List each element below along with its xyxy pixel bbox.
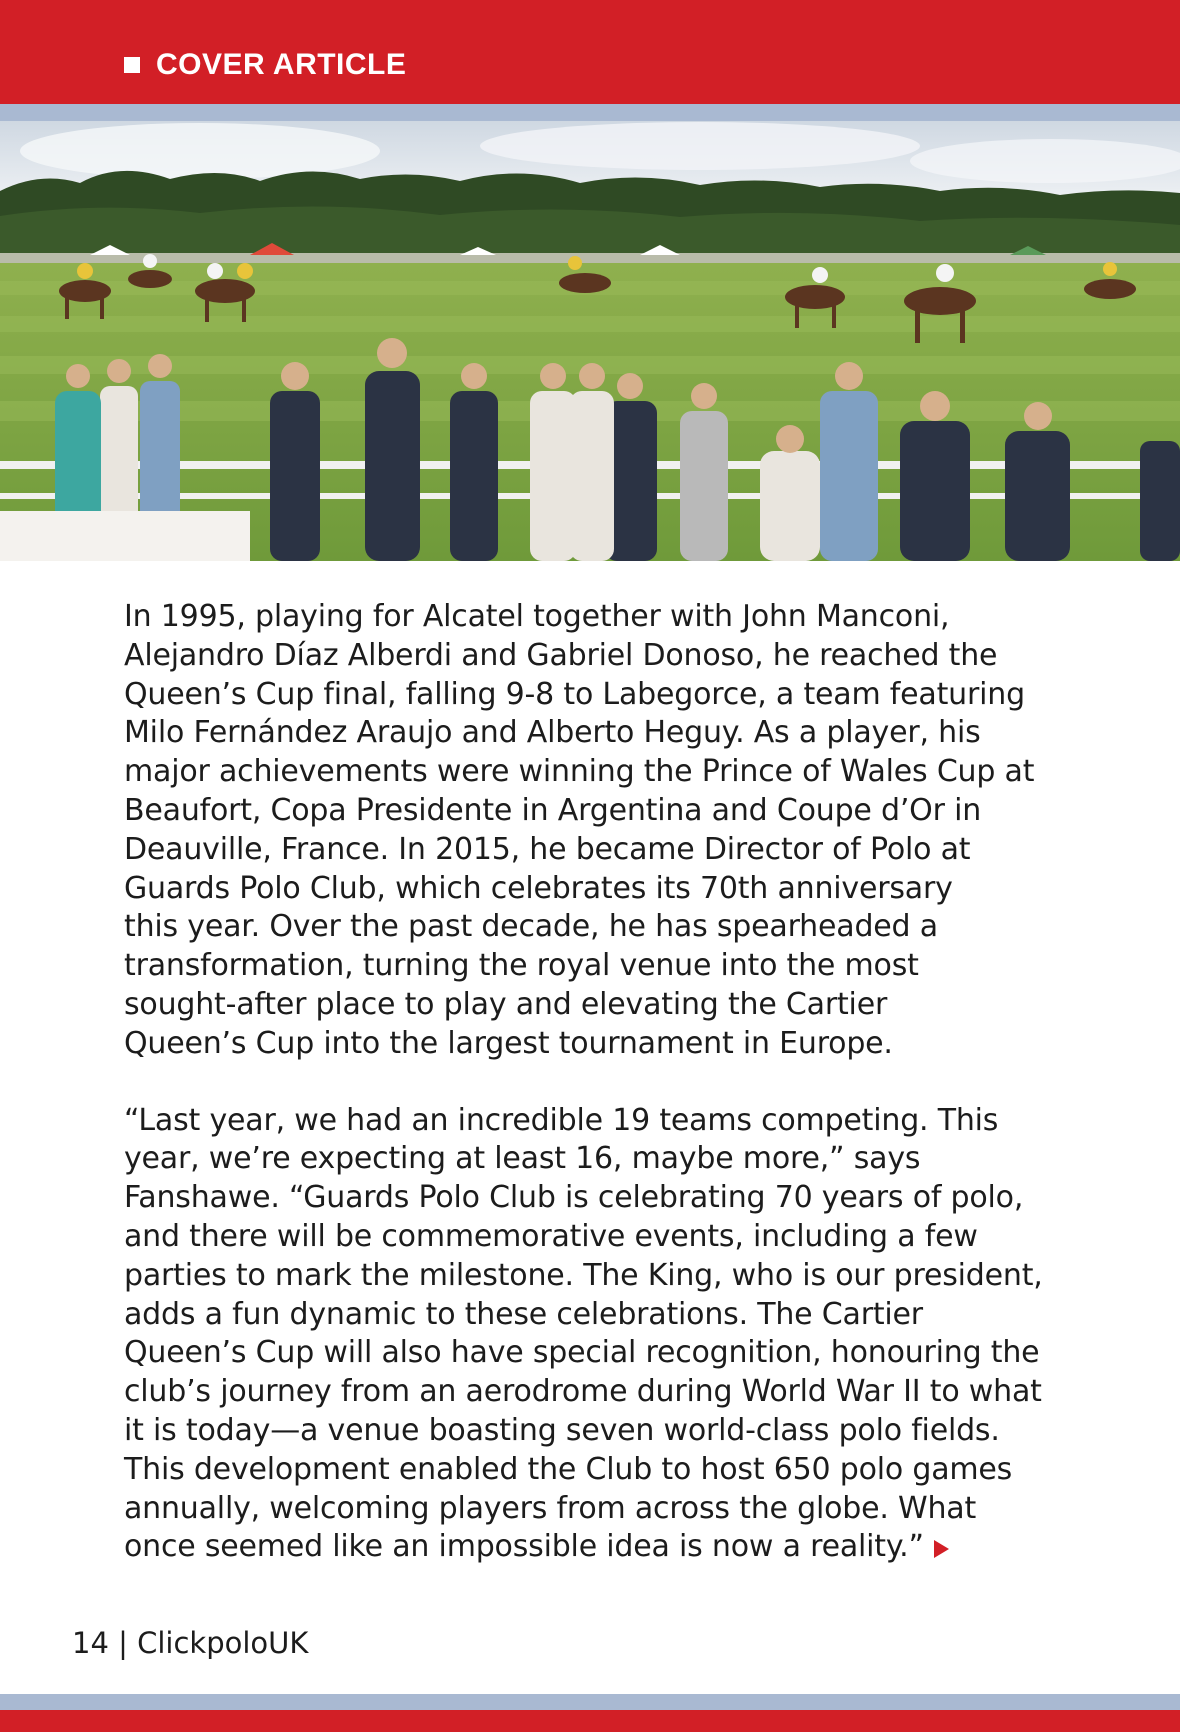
section-label (124, 48, 406, 82)
publication-name: ClickpoloUK (137, 1626, 309, 1660)
polo-match-photo (0, 121, 1180, 561)
section-label-text: COVER ARTICLE (156, 48, 407, 81)
article-paragraph-2 (124, 1102, 1084, 1568)
article-body (124, 598, 1084, 1567)
footer-bar (0, 1710, 1180, 1732)
footer-stripe (0, 1694, 1180, 1710)
page-number: 14 (72, 1626, 109, 1660)
article-paragraph-2-text: “Last year, we had an incredible 19 teams competing. This year, we’re expecting at least 16, maybe more,” says Fanshawe. “Guards Polo Club is celebrating 70 years of polo, and there will be commemorative events, including a few parties to mark the milestone. The King, who is our president, adds a fun dynamic to these celebrations. The Cartier Queen’s Cup will also have special recognition, honouring the club’s journey from an aerodrome during World War II to what it is today—a venue boasting seven world-class polo fields. This development enabled the Club to host 650 polo games annually, welcoming players from across the globe. What once seemed like an impossible idea is now a reality.” (124, 1102, 1043, 1565)
end-of-article-triangle-icon (934, 1540, 949, 1558)
square-bullet-icon (124, 57, 140, 73)
footer-separator: | (118, 1626, 128, 1660)
page-footer (72, 1626, 308, 1660)
header-stripe (0, 104, 1180, 121)
article-paragraph-1: In 1995, playing for Alcatel together with John Manconi, Alejandro Díaz Alberdi and Gabriel Donoso, he reached the Queen’s Cup final, falling 9-8 to Labegorce, a team featuring Milo Fernández Araujo and Alberto Heguy. As a player, his major achievements were winning the Prince of Wales Cup at Beaufort, Copa Presidente in Argentina and Coupe d’Or in Deauville, France. In 2015, he became Director of Polo at Guards Polo Club, which celebrates its 70th anniversary this year. Over the past decade, he has spearheaded a transformation, turning the royal venue into the most sought-after place to play and elevating the Cartier Queen’s Cup into the largest tournament in Europe. (124, 599, 1035, 1061)
photo-illustration (0, 121, 1180, 561)
